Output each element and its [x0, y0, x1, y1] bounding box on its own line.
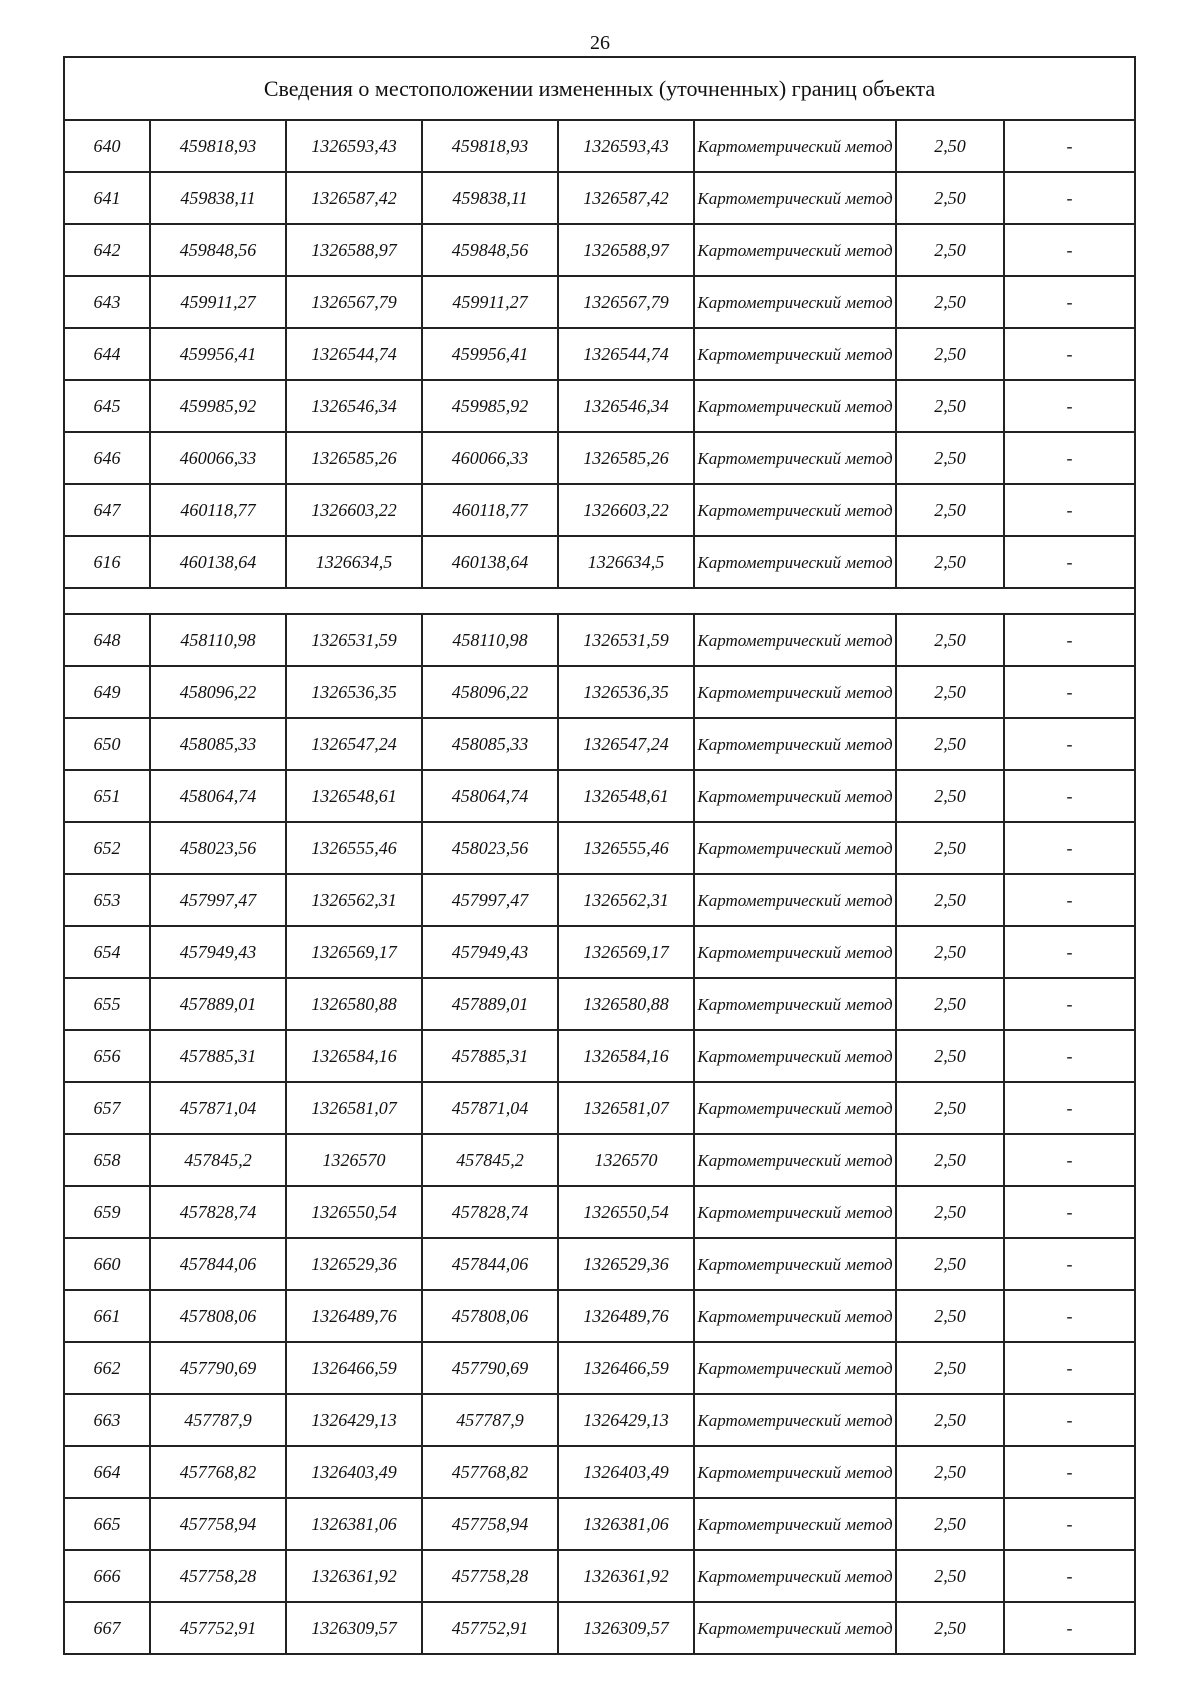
refined-y-cell: 1326585,26 — [558, 432, 694, 484]
note-cell: - — [1004, 432, 1135, 484]
refined-y-cell: 1326489,76 — [558, 1290, 694, 1342]
table-row — [64, 1602, 1135, 1654]
refined-y-cell: 1326581,07 — [558, 1082, 694, 1134]
refined-x-cell: 457997,47 — [422, 874, 558, 926]
note-cell: - — [1004, 874, 1135, 926]
method-cell: Картометрический метод — [694, 718, 896, 770]
accuracy-cell: 2,50 — [896, 484, 1004, 536]
accuracy-cell: 2,50 — [896, 328, 1004, 380]
point-number-cell: 641 — [64, 172, 150, 224]
existing-x-cell: 459818,93 — [150, 120, 286, 172]
existing-y-cell: 1326567,79 — [286, 276, 422, 328]
point-number-cell: 645 — [64, 380, 150, 432]
refined-y-cell: 1326547,24 — [558, 718, 694, 770]
existing-x-cell: 457828,74 — [150, 1186, 286, 1238]
refined-y-cell: 1326580,88 — [558, 978, 694, 1030]
table-row — [64, 1550, 1135, 1602]
method-cell: Картометрический метод — [694, 926, 896, 978]
existing-x-cell: 457889,01 — [150, 978, 286, 1030]
accuracy-cell: 2,50 — [896, 1290, 1004, 1342]
note-cell: - — [1004, 1290, 1135, 1342]
refined-x-cell: 457752,91 — [422, 1602, 558, 1654]
method-cell: Картометрический метод — [694, 1082, 896, 1134]
refined-x-cell: 459818,93 — [422, 120, 558, 172]
point-number-cell: 657 — [64, 1082, 150, 1134]
note-cell: - — [1004, 1550, 1135, 1602]
point-number-cell: 660 — [64, 1238, 150, 1290]
accuracy-cell: 2,50 — [896, 1394, 1004, 1446]
point-number-cell: 648 — [64, 614, 150, 666]
method-cell: Картометрический метод — [694, 1186, 896, 1238]
existing-y-cell: 1326309,57 — [286, 1602, 422, 1654]
existing-y-cell: 1326489,76 — [286, 1290, 422, 1342]
existing-x-cell: 458085,33 — [150, 718, 286, 770]
existing-x-cell: 459985,92 — [150, 380, 286, 432]
existing-y-cell: 1326603,22 — [286, 484, 422, 536]
accuracy-cell: 2,50 — [896, 1550, 1004, 1602]
table-row — [64, 718, 1135, 770]
refined-x-cell: 457758,28 — [422, 1550, 558, 1602]
existing-y-cell: 1326429,13 — [286, 1394, 422, 1446]
method-cell: Картометрический метод — [694, 1602, 896, 1654]
point-number-cell: 643 — [64, 276, 150, 328]
existing-y-cell: 1326588,97 — [286, 224, 422, 276]
method-cell: Картометрический метод — [694, 770, 896, 822]
refined-x-cell: 457790,69 — [422, 1342, 558, 1394]
point-number-cell: 664 — [64, 1446, 150, 1498]
existing-y-cell: 1326581,07 — [286, 1082, 422, 1134]
note-cell: - — [1004, 1134, 1135, 1186]
method-cell: Картометрический метод — [694, 614, 896, 666]
note-cell: - — [1004, 666, 1135, 718]
table-row — [64, 1186, 1135, 1238]
refined-y-cell: 1326587,42 — [558, 172, 694, 224]
existing-x-cell: 457844,06 — [150, 1238, 286, 1290]
note-cell: - — [1004, 822, 1135, 874]
method-cell: Картометрический метод — [694, 1238, 896, 1290]
table-row — [64, 536, 1135, 588]
accuracy-cell: 2,50 — [896, 432, 1004, 484]
method-cell: Картометрический метод — [694, 1394, 896, 1446]
note-cell: - — [1004, 1082, 1135, 1134]
refined-x-cell: 457871,04 — [422, 1082, 558, 1134]
refined-y-cell: 1326588,97 — [558, 224, 694, 276]
existing-x-cell: 459911,27 — [150, 276, 286, 328]
accuracy-cell: 2,50 — [896, 666, 1004, 718]
accuracy-cell: 2,50 — [896, 718, 1004, 770]
note-cell: - — [1004, 1394, 1135, 1446]
refined-y-cell: 1326309,57 — [558, 1602, 694, 1654]
existing-y-cell: 1326548,61 — [286, 770, 422, 822]
refined-y-cell: 1326593,43 — [558, 120, 694, 172]
table-row — [64, 666, 1135, 718]
existing-y-cell: 1326466,59 — [286, 1342, 422, 1394]
table-row — [64, 120, 1135, 172]
point-number-cell: 662 — [64, 1342, 150, 1394]
point-number-cell: 666 — [64, 1550, 150, 1602]
existing-x-cell: 459838,11 — [150, 172, 286, 224]
note-cell: - — [1004, 224, 1135, 276]
refined-x-cell: 459848,56 — [422, 224, 558, 276]
existing-x-cell: 459848,56 — [150, 224, 286, 276]
table-row — [64, 614, 1135, 666]
note-cell: - — [1004, 1446, 1135, 1498]
refined-y-cell: 1326584,16 — [558, 1030, 694, 1082]
method-cell: Картометрический метод — [694, 822, 896, 874]
existing-x-cell: 458110,98 — [150, 614, 286, 666]
point-number-cell: 616 — [64, 536, 150, 588]
table-row — [64, 1342, 1135, 1394]
refined-x-cell: 459838,11 — [422, 172, 558, 224]
point-number-cell: 652 — [64, 822, 150, 874]
refined-y-cell: 1326548,61 — [558, 770, 694, 822]
refined-x-cell: 458023,56 — [422, 822, 558, 874]
existing-y-cell: 1326547,24 — [286, 718, 422, 770]
existing-y-cell: 1326550,54 — [286, 1186, 422, 1238]
note-cell: - — [1004, 1186, 1135, 1238]
table-row — [64, 822, 1135, 874]
method-cell: Картометрический метод — [694, 328, 896, 380]
existing-y-cell: 1326593,43 — [286, 120, 422, 172]
refined-x-cell: 457949,43 — [422, 926, 558, 978]
table-row — [64, 1498, 1135, 1550]
refined-y-cell: 1326570 — [558, 1134, 694, 1186]
table-row — [64, 874, 1135, 926]
refined-x-cell: 457758,94 — [422, 1498, 558, 1550]
table-row — [64, 432, 1135, 484]
point-number-cell: 647 — [64, 484, 150, 536]
method-cell: Картометрический метод — [694, 536, 896, 588]
refined-x-cell: 457828,74 — [422, 1186, 558, 1238]
refined-y-cell: 1326361,92 — [558, 1550, 694, 1602]
note-cell: - — [1004, 614, 1135, 666]
note-cell: - — [1004, 1498, 1135, 1550]
note-cell: - — [1004, 484, 1135, 536]
method-cell: Картометрический метод — [694, 1030, 896, 1082]
accuracy-cell: 2,50 — [896, 1186, 1004, 1238]
refined-y-cell: 1326529,36 — [558, 1238, 694, 1290]
refined-x-cell: 459911,27 — [422, 276, 558, 328]
section-separator-row — [64, 588, 1135, 614]
refined-x-cell: 460118,77 — [422, 484, 558, 536]
refined-y-cell: 1326562,31 — [558, 874, 694, 926]
refined-x-cell: 458110,98 — [422, 614, 558, 666]
method-cell: Картометрический метод — [694, 874, 896, 926]
existing-y-cell: 1326562,31 — [286, 874, 422, 926]
point-number-cell: 646 — [64, 432, 150, 484]
note-cell: - — [1004, 536, 1135, 588]
point-number-cell: 665 — [64, 1498, 150, 1550]
refined-x-cell: 457885,31 — [422, 1030, 558, 1082]
refined-y-cell: 1326546,34 — [558, 380, 694, 432]
existing-x-cell: 458023,56 — [150, 822, 286, 874]
existing-x-cell: 460118,77 — [150, 484, 286, 536]
refined-x-cell: 458085,33 — [422, 718, 558, 770]
existing-x-cell: 458096,22 — [150, 666, 286, 718]
existing-y-cell: 1326403,49 — [286, 1446, 422, 1498]
refined-y-cell: 1326550,54 — [558, 1186, 694, 1238]
existing-x-cell: 457997,47 — [150, 874, 286, 926]
existing-x-cell: 457871,04 — [150, 1082, 286, 1134]
point-number-cell: 644 — [64, 328, 150, 380]
point-number-cell: 653 — [64, 874, 150, 926]
method-cell: Картометрический метод — [694, 1550, 896, 1602]
point-number-cell: 649 — [64, 666, 150, 718]
existing-x-cell: 457758,28 — [150, 1550, 286, 1602]
accuracy-cell: 2,50 — [896, 380, 1004, 432]
refined-y-cell: 1326634,5 — [558, 536, 694, 588]
refined-x-cell: 457768,82 — [422, 1446, 558, 1498]
refined-y-cell: 1326544,74 — [558, 328, 694, 380]
note-cell: - — [1004, 770, 1135, 822]
accuracy-cell: 2,50 — [896, 926, 1004, 978]
table-row — [64, 224, 1135, 276]
existing-y-cell: 1326580,88 — [286, 978, 422, 1030]
existing-x-cell: 460066,33 — [150, 432, 286, 484]
accuracy-cell: 2,50 — [896, 978, 1004, 1030]
refined-x-cell: 459985,92 — [422, 380, 558, 432]
table-row — [64, 172, 1135, 224]
existing-y-cell: 1326361,92 — [286, 1550, 422, 1602]
method-cell: Картометрический метод — [694, 224, 896, 276]
point-number-cell: 640 — [64, 120, 150, 172]
existing-y-cell: 1326546,34 — [286, 380, 422, 432]
method-cell: Картометрический метод — [694, 172, 896, 224]
table-row — [64, 276, 1135, 328]
refined-x-cell: 460066,33 — [422, 432, 558, 484]
method-cell: Картометрический метод — [694, 1342, 896, 1394]
note-cell: - — [1004, 718, 1135, 770]
table-row — [64, 1446, 1135, 1498]
table-row — [64, 978, 1135, 1030]
point-number-cell: 659 — [64, 1186, 150, 1238]
point-number-cell: 654 — [64, 926, 150, 978]
table-row — [64, 770, 1135, 822]
method-cell: Картометрический метод — [694, 484, 896, 536]
point-number-cell: 658 — [64, 1134, 150, 1186]
note-cell: - — [1004, 120, 1135, 172]
method-cell: Картометрический метод — [694, 276, 896, 328]
point-number-cell: 661 — [64, 1290, 150, 1342]
accuracy-cell: 2,50 — [896, 770, 1004, 822]
refined-x-cell: 458096,22 — [422, 666, 558, 718]
accuracy-cell: 2,50 — [896, 1082, 1004, 1134]
section-separator-cell — [64, 588, 1135, 614]
existing-y-cell: 1326585,26 — [286, 432, 422, 484]
point-number-cell: 650 — [64, 718, 150, 770]
existing-y-cell: 1326584,16 — [286, 1030, 422, 1082]
method-cell: Картометрический метод — [694, 380, 896, 432]
refined-y-cell: 1326466,59 — [558, 1342, 694, 1394]
table-row — [64, 380, 1135, 432]
table-row — [64, 1238, 1135, 1290]
refined-x-cell: 458064,74 — [422, 770, 558, 822]
existing-y-cell: 1326587,42 — [286, 172, 422, 224]
existing-x-cell: 457845,2 — [150, 1134, 286, 1186]
existing-y-cell: 1326381,06 — [286, 1498, 422, 1550]
existing-x-cell: 457885,31 — [150, 1030, 286, 1082]
existing-y-cell: 1326634,5 — [286, 536, 422, 588]
refined-y-cell: 1326567,79 — [558, 276, 694, 328]
refined-x-cell: 457889,01 — [422, 978, 558, 1030]
note-cell: - — [1004, 1238, 1135, 1290]
refined-x-cell: 457808,06 — [422, 1290, 558, 1342]
table-row — [64, 926, 1135, 978]
accuracy-cell: 2,50 — [896, 1238, 1004, 1290]
method-cell: Картометрический метод — [694, 432, 896, 484]
table-row — [64, 328, 1135, 380]
existing-x-cell: 457752,91 — [150, 1602, 286, 1654]
refined-y-cell: 1326569,17 — [558, 926, 694, 978]
note-cell: - — [1004, 1030, 1135, 1082]
existing-x-cell: 457949,43 — [150, 926, 286, 978]
note-cell: - — [1004, 380, 1135, 432]
accuracy-cell: 2,50 — [896, 1446, 1004, 1498]
refined-x-cell: 457787,9 — [422, 1394, 558, 1446]
table-row — [64, 1030, 1135, 1082]
boundary-coordinates-table — [63, 56, 1136, 1655]
accuracy-cell: 2,50 — [896, 822, 1004, 874]
table-row — [64, 1394, 1135, 1446]
table-title-row — [64, 57, 1135, 120]
refined-y-cell: 1326555,46 — [558, 822, 694, 874]
refined-x-cell: 460138,64 — [422, 536, 558, 588]
note-cell: - — [1004, 978, 1135, 1030]
refined-x-cell: 459956,41 — [422, 328, 558, 380]
accuracy-cell: 2,50 — [896, 276, 1004, 328]
method-cell: Картометрический метод — [694, 1446, 896, 1498]
existing-y-cell: 1326544,74 — [286, 328, 422, 380]
method-cell: Картометрический метод — [694, 666, 896, 718]
existing-y-cell: 1326536,35 — [286, 666, 422, 718]
existing-x-cell: 457790,69 — [150, 1342, 286, 1394]
existing-x-cell: 457758,94 — [150, 1498, 286, 1550]
existing-y-cell: 1326531,59 — [286, 614, 422, 666]
table-title: Сведения о местоположении измененных (уточненных) границ объекта — [64, 57, 1135, 120]
accuracy-cell: 2,50 — [896, 1134, 1004, 1186]
existing-x-cell: 457768,82 — [150, 1446, 286, 1498]
existing-y-cell: 1326555,46 — [286, 822, 422, 874]
refined-y-cell: 1326403,49 — [558, 1446, 694, 1498]
method-cell: Картометрический метод — [694, 1498, 896, 1550]
method-cell: Картометрический метод — [694, 120, 896, 172]
point-number-cell: 663 — [64, 1394, 150, 1446]
accuracy-cell: 2,50 — [896, 1342, 1004, 1394]
existing-y-cell: 1326570 — [286, 1134, 422, 1186]
existing-x-cell: 457808,06 — [150, 1290, 286, 1342]
refined-y-cell: 1326603,22 — [558, 484, 694, 536]
note-cell: - — [1004, 1342, 1135, 1394]
page-number: 26 — [590, 32, 610, 54]
existing-x-cell: 457787,9 — [150, 1394, 286, 1446]
note-cell: - — [1004, 328, 1135, 380]
refined-x-cell: 457845,2 — [422, 1134, 558, 1186]
point-number-cell: 655 — [64, 978, 150, 1030]
accuracy-cell: 2,50 — [896, 614, 1004, 666]
table-body — [64, 57, 1135, 1654]
accuracy-cell: 2,50 — [896, 120, 1004, 172]
note-cell: - — [1004, 1602, 1135, 1654]
method-cell: Картометрический метод — [694, 1290, 896, 1342]
refined-x-cell: 457844,06 — [422, 1238, 558, 1290]
existing-y-cell: 1326529,36 — [286, 1238, 422, 1290]
method-cell: Картометрический метод — [694, 1134, 896, 1186]
note-cell: - — [1004, 276, 1135, 328]
point-number-cell: 642 — [64, 224, 150, 276]
point-number-cell: 667 — [64, 1602, 150, 1654]
existing-x-cell: 458064,74 — [150, 770, 286, 822]
existing-x-cell: 460138,64 — [150, 536, 286, 588]
point-number-cell: 656 — [64, 1030, 150, 1082]
point-number-cell: 651 — [64, 770, 150, 822]
accuracy-cell: 2,50 — [896, 1602, 1004, 1654]
note-cell: - — [1004, 172, 1135, 224]
table-row — [64, 484, 1135, 536]
refined-y-cell: 1326531,59 — [558, 614, 694, 666]
accuracy-cell: 2,50 — [896, 536, 1004, 588]
note-cell: - — [1004, 926, 1135, 978]
accuracy-cell: 2,50 — [896, 172, 1004, 224]
table-row — [64, 1134, 1135, 1186]
accuracy-cell: 2,50 — [896, 224, 1004, 276]
method-cell: Картометрический метод — [694, 978, 896, 1030]
refined-y-cell: 1326429,13 — [558, 1394, 694, 1446]
table-row — [64, 1082, 1135, 1134]
accuracy-cell: 2,50 — [896, 1498, 1004, 1550]
refined-y-cell: 1326381,06 — [558, 1498, 694, 1550]
existing-y-cell: 1326569,17 — [286, 926, 422, 978]
table-row — [64, 1290, 1135, 1342]
accuracy-cell: 2,50 — [896, 874, 1004, 926]
accuracy-cell: 2,50 — [896, 1030, 1004, 1082]
refined-y-cell: 1326536,35 — [558, 666, 694, 718]
existing-x-cell: 459956,41 — [150, 328, 286, 380]
